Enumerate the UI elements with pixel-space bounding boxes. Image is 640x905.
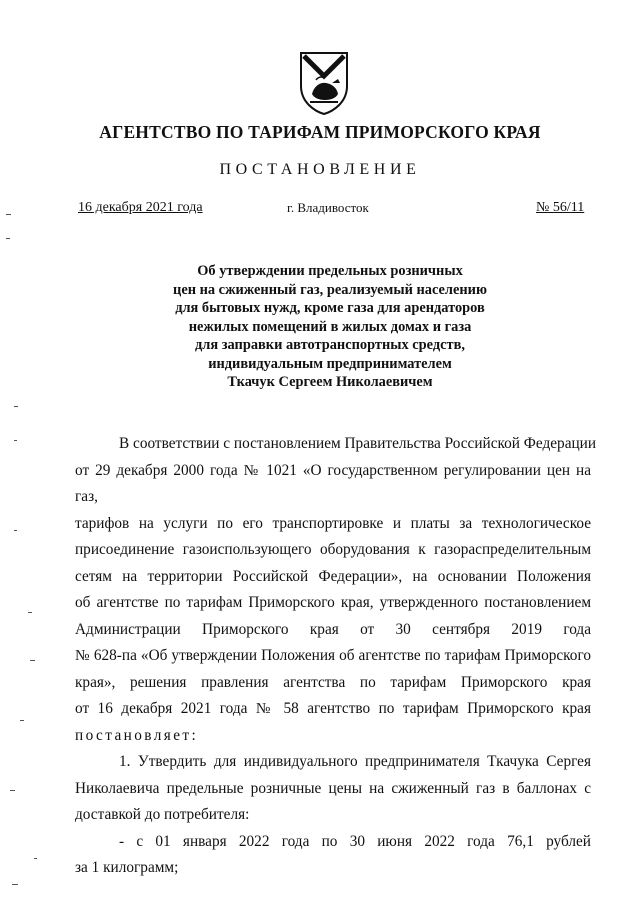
title-line: нежилых помещений в жилых домах и газа bbox=[188, 318, 472, 335]
body-line: об агентстве по тарифам Приморского края, утвержденного постановлением bbox=[75, 594, 591, 611]
scan-speck bbox=[12, 884, 18, 885]
body-line: присоединение газоиспользующего оборудования к газораспределительным bbox=[75, 541, 591, 558]
scan-speck bbox=[28, 612, 32, 613]
body-line: В соответствии с постановлением Правительства Российской Федерации bbox=[119, 435, 597, 452]
body-line: тарифов на услуги по его транспортировке и платы за технологическое bbox=[75, 514, 591, 532]
scan-speck bbox=[20, 720, 24, 721]
body-line: доставкой до потребителя: bbox=[75, 806, 250, 823]
title-line: для бытовых нужд, кроме газа для арендаторов bbox=[175, 300, 485, 316]
body-line: Николаевича предельные розничные цены на сжиженный газ в баллонах с bbox=[75, 779, 591, 797]
scan-speck bbox=[10, 790, 15, 791]
document-title bbox=[120, 262, 540, 392]
scan-speck bbox=[14, 406, 18, 407]
document-body bbox=[75, 431, 597, 882]
body-line-resolves: постановляет: bbox=[75, 726, 199, 744]
coat-of-arms-emblem bbox=[298, 50, 350, 116]
body-line: края», решения правления агентства по тарифам Приморского края bbox=[75, 673, 591, 691]
body-line: от 29 декабря 2000 года № 1021 «О государственном регулировании цен на газ, bbox=[75, 461, 591, 505]
document-city: г. Владивосток bbox=[287, 200, 369, 215]
document-date: 16 декабря 2021 года bbox=[78, 200, 203, 215]
body-line: № 628-па «Об утверждении Положения об агентстве по тарифам Приморского bbox=[75, 647, 591, 664]
scan-speck bbox=[6, 238, 10, 239]
title-line: индивидуальным предпринимателем bbox=[208, 355, 452, 372]
scan-speck bbox=[34, 858, 37, 859]
body-line: - с 01 января 2022 года по 30 июня 2022 года 76,1 рублей bbox=[119, 832, 591, 850]
title-line: цен на сжиженный газ, реализуемый населению bbox=[173, 281, 487, 298]
title-line: для заправки автотранспортных средств, bbox=[195, 337, 465, 353]
agency-name: АГЕНТСТВО ПО ТАРИФАМ ПРИМОРСКОГО КРАЯ bbox=[99, 122, 541, 142]
title-line: Ткачук Сергеем Николаевичем bbox=[227, 374, 433, 390]
document-type: ПОСТАНОВЛЕНИЕ bbox=[219, 161, 421, 178]
body-line: 1. Утвердить для индивидуального предпринимателя Ткачука Сергея bbox=[119, 753, 591, 770]
scan-speck bbox=[30, 660, 35, 661]
scan-speck bbox=[14, 530, 17, 531]
body-line: за 1 килограмм; bbox=[75, 859, 179, 876]
title-line: Об утверждении предельных розничных bbox=[197, 263, 463, 279]
scan-speck bbox=[14, 440, 17, 441]
body-line: Администрации Приморского края от 30 сентября 2019 года bbox=[75, 620, 591, 638]
body-line: от 16 декабря 2021 года № 58 агентство по тарифам Приморского края bbox=[75, 700, 591, 717]
document-number: № 56/11 bbox=[536, 200, 585, 215]
scan-speck bbox=[6, 214, 11, 215]
body-line: сетям на территории Российской Федерации», на основании Положения bbox=[75, 567, 591, 585]
